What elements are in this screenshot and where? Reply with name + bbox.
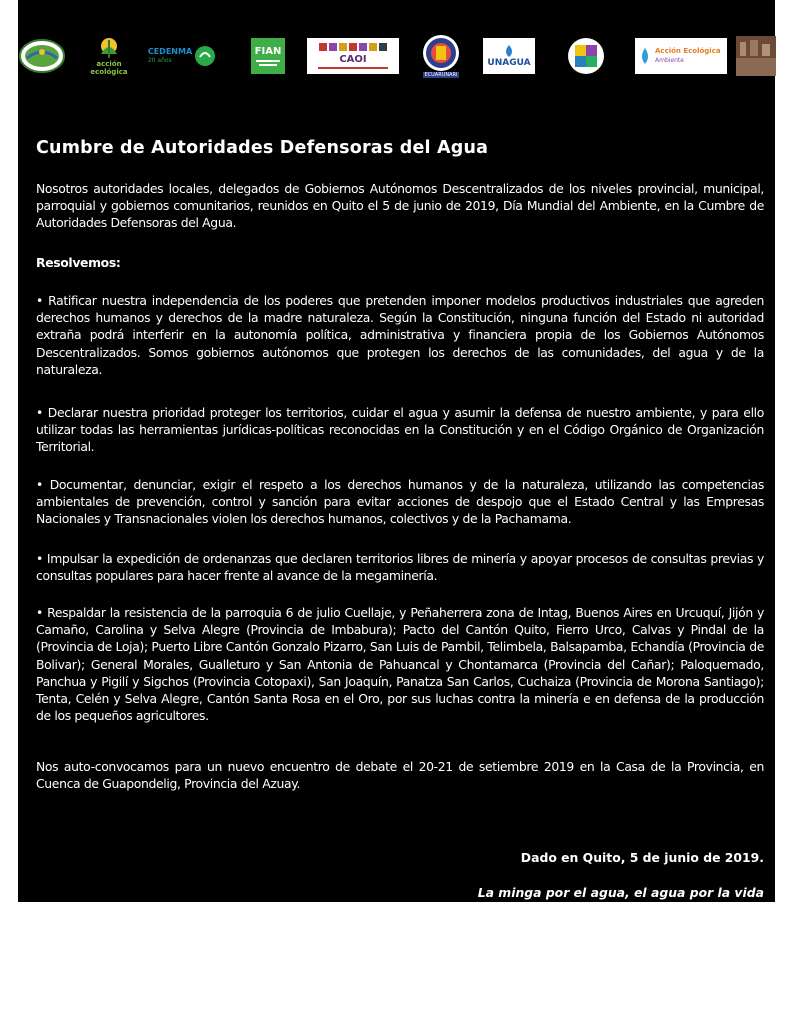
cedenma-logo <box>146 30 218 82</box>
accion-ecologica-logo <box>86 30 132 82</box>
resolution-point-2: • Declarar nuestra prioridad proteger los territorios, cuidar el agua y asumir la defensa de nuestro ambiente, y para ello utilizar todas las herramientas jurídicas-políticas reconocidas en la Constitución y en el Código Orgánico de Organización Territorial. <box>36 405 764 455</box>
logo-text: ECUARUNARI <box>424 72 458 78</box>
logo-text: acción <box>96 60 122 68</box>
logo-text: Ambiente <box>655 57 684 64</box>
resolution-point-5: • Respaldar la resistencia de la parroquia 6 de julio Cuellaje, y Peñaherrera zona de Intag, Buenos Aires en Urcuquí, Jijón y Camaño, Carolina y Selva Alegre (Provincia de Imbabura); Pacto del Cantón Quito, Fierro Urco, Calvas y Pindal de la (Provincia de Loja); Puerto Libre Cantón Gonzalo Pizarro, San Luis de Pambil, Telimbela, Balsapamba, Echandía (Provincia de Bolivar); General Morales, Gualleturo y San Antonia de Pahuancal y Chontamarca (Provincia del Cañar); Paloquemado, Panchua y Pigilí y Sigchos (Provincia Cotopaxi), San Joaquín, Panatza San Carlos, Cuchaiza (Provincia de Morona Santiago); Tenta, Celén y Selva Alegre, Cantón Santa Rosa en el Oro, por sus luchas contra la minería e en defensa de la producción de los pequeños agricultores. <box>36 605 764 724</box>
document-title: Cumbre de Autoridades Defensoras del Agua <box>36 138 489 158</box>
resolve-heading: Resolvemos: <box>36 255 121 270</box>
logo-text: CEDENMA <box>147 47 193 56</box>
resolution-point-3: • Documentar, denunciar, exigir el respeto a los derechos humanos y de la naturaleza, utilizando las competencias ambientales de prevención, control y sanción para evitar acciones de despojo que el Estado Central y las Empresas Nacionales y Transnacionales violen los derechos humanos, colectivos y de la Pachamama. <box>36 477 764 527</box>
logo-text: UNAGUA <box>487 58 531 68</box>
accion-ecologica-ambiente-logo <box>634 30 728 82</box>
date-line: Dado en Quito, 5 de junio de 2019. <box>520 850 764 865</box>
unagua-logo <box>482 30 536 82</box>
logo-text: FIAN <box>254 46 282 57</box>
resolution-point-1: • Ratificar nuestra independencia de los poderes que pretenden imponer modelos productivos industriales que agreden derechos humanos y derechos de la madre naturaleza. Según la Constitución, ninguna función del Estado ni autoridad extraña podrá interferir en la autonomía política, administrativa y financiera propia de los Gobiernos Autónomos Descentralizados. Somos gobiernos autónomos que protegen los derechos de las comunidades, del agua y de la naturaleza. <box>36 293 764 377</box>
logo-text: Acción Ecológica <box>655 47 721 55</box>
caoi-logo <box>306 30 400 82</box>
document-page <box>18 0 775 902</box>
logo-strip <box>18 30 775 82</box>
resolution-point-4: • Impulsar la expedición de ordenanzas que declaren territorios libres de minería y apoyar procesos de consultas previas y consultas populares para hacer frente al avance de la megaminería. <box>36 551 764 584</box>
wiphala-logo <box>566 30 606 82</box>
organization-logo-1 <box>18 30 66 82</box>
ecuarunari-logo <box>418 30 464 82</box>
intro-paragraph: Nosotros autoridades locales, delegados de Gobiernos Autónomos Descentralizados de los niveles provincial, municipal, parroquial y gobiernos comunitarios, reunidos en Quito el 5 de junio de 2019, Día Mundial del Ambiente, en la Cumbre de Autoridades Defensoras del Agua. <box>36 181 764 231</box>
logo-text: ecológica <box>90 68 128 76</box>
motto-line: La minga por el agua, el agua por la vida <box>477 885 764 900</box>
fian-logo <box>250 30 286 82</box>
photo-logo <box>736 30 776 82</box>
logo-text: 20 años <box>147 57 172 64</box>
convocation-paragraph: Nos auto-convocamos para un nuevo encuentro de debate el 20-21 de setiembre 2019 en la Casa de la Provincia, en Cuenca de Guapondelig, Provincia del Azuay. <box>36 759 764 792</box>
logo-text: CAOI <box>339 54 367 65</box>
